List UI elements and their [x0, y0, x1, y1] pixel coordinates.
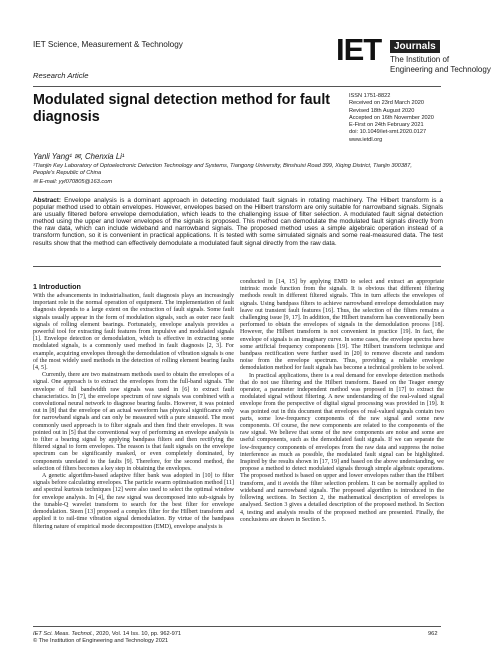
paragraph: In practical applications, there is a real demand for envelope detection methods that do not use filtering and the Hilbert transform. Based on the Teager energy operator, a parameter independent method was proposed in [17] to extract the modulated signal without filtering. A new understanding of the real-valued signal envelope from the perspective of digital signal processing was provided in [19]. It was pointed out in this document that envelopes of real-valued signals contain two parts, some low-frequency components of the raw signal and some new components. Of course, the new components are related to the components of the raw signal. We believe that some of the new components are noise and some are useful components, such as the demodulated fault signals. If we can separate the low-frequency components of envelopes from the raw data and suppress the noise interference as much as possible, the modulated fault signal can be highlighted. Inspired by the results shown in [17, 19] and based on the above understanding, we propose a method to detect modulated signals through simple algebraic operations. The proposed method is based on upper and lower envelopes rather than the Hilbert transform, and it avoids the filter selection problem. It can be normally applied to wideband and narrowband signals. The proposed algorithm is introduced in the following sections. In Section 2, the mathematical description of envelopes is analysed. Section 3 gives a detailed description of the proposed method. In Section 4, testing and analysis results of the proposed method are presented. Finally, the conclusions are drawn in Section 5.	[240, 372, 444, 523]
body-column-left	[33, 293, 234, 618]
article-meta	[349, 93, 434, 144]
footer-copyright: © The Institution of Engineering and Technology 2021	[33, 638, 169, 645]
paragraph: conducted in [14, 15] by applying EMD to select and extract an appropriate intrinsic mode function from the signals. It is obvious that different filtering methods result in different filtered signals. This in turn affects the envelopes of signals. Using bandpass filters to achieve narrowband envelope demodulation may leave out transient fault features [16]. Thus, the selection of the filters remains a challenging issue [9, 17]. In addition, the Hilbert transform has conventionally been performed to obtain the envelopes of signals in the demodulation process [18]. However, the Hilbert transform is not convenient in practice [19]. In fact, the envelope of signals is an imaginary curve. In some cases, the envelope spectra have some artificial frequency components [19]. The Hilbert transform technique and bandpass rectification were further used in [20] to remove discrete and random noise from the envelope spectrum. Thus, providing a reliable envelope demodulation method for fault signals has become a technical problem to be solved.	[240, 279, 444, 372]
abstract-label: Abstract:	[33, 197, 62, 204]
affiliation: ¹Tianjin Key Laboratory of Optoelectronic Detection Technology and Systems, Tiangong University, Binshuixi Road 399, Xiqing District, Tianjin 300387, People's Republic of China	[33, 163, 412, 177]
logo-iet-text: IET	[336, 32, 382, 67]
abstract	[33, 197, 443, 261]
meta-revised: Revised 18th August 2020	[349, 107, 415, 114]
journal-name: IET Science, Measurement & Technology	[33, 40, 183, 49]
authors: Yanli Yang¹ ✉, Chenxia Li¹	[33, 152, 125, 161]
footer-volume: , 2020, Vol. 14 Iss. 10, pp. 962-971	[92, 631, 182, 637]
logo-institution-line1: The Institution of	[390, 55, 450, 64]
meta-efirst: E-First on 24th February 2021	[349, 122, 424, 129]
paragraph: With the advancements in industrialisation, fault diagnosis plays an increasingly important role in the normal operation of equipment. The implementation of fault diagnosis depends to a large extent on the extraction of fault signals. Some fault signals usually appear in the form of modulation signals, such as outer race fault signals of rolling element bearings. Fortunately, envelope analysis provides a powerful tool for extracting fault features from impulsive and modulated signals [1]. Envelope detection or demodulation, which is effective in extracting some modulated signals, is a commonly used method in fault diagnosis [2, 3]. For example, acquiring envelopes through the demodulation of vibration signals is one of the most widely used methods in the detection of rolling element bearing faults [4, 5].	[33, 293, 234, 372]
header-rule	[33, 86, 441, 87]
meta-website[interactable]: www.ietdl.org	[349, 136, 383, 143]
meta-issn: ISSN 1751-8822	[349, 93, 391, 99]
article-type: Research Article	[33, 71, 89, 80]
meta-doi[interactable]: doi: 10.1049/iet-smt.2020.0127	[349, 129, 427, 136]
page-number: 962	[428, 631, 438, 637]
author-email[interactable]: ✉ E-mail: yyl070805@163.com	[33, 179, 113, 185]
abstract-top-rule	[33, 191, 441, 192]
section-heading: 1 Introduction	[33, 282, 81, 291]
paragraph: A genetic algorithm-based adaptive filter bank was adopted in [10] to filter signals before calculating envelopes. The particle swarm optimisation method [11] and spectral kurtosis techniques [12] were also used to select the optimal window for envelope analysis. In [4], the raw signal was decomposed into sub-signals by the tunable-Q wavelet transform to search for the best filter for envelope demodulation. Steen [13] proposed a complex filter for the Hilbert transform and applied it to rail-time vibration signal demodulation. By virtue of the bandpass filtering nature of empirical mode decomposition (EMD), envelope analysis is	[33, 473, 234, 530]
footer-rule	[33, 626, 441, 627]
meta-accepted: Accepted on 16th November 2020	[349, 114, 434, 121]
abstract-text: Envelope analysis is a dominant approach in detecting modulated fault signals in rotating machinery. The Hilbert transform is a popular method used to obtain envelopes. However, envelopes based on the Hilbert transform are only suitable for narrowband signals. Signals are usually filtered before envelope demodulation, which leads to the challenging issue of filter selection. A modulated fault signal detection method using the upper and lower envelopes of the signals is proposed. This method can demodulate the modulated fault signals directly from the raw data, which can include wideband and narrowband signals. The proposed method uses a simple algebraic operation instead of a transform function, so it is convenient in practical applications. It is tested with some simulated signals and some real-measured data. The test results show that the method can effectively demodulate a modulated fault signal directly from the raw data.	[33, 197, 444, 247]
paper-title: Modulated signal detection method for fault diagnosis	[33, 92, 331, 125]
footer-journal: IET Sci. Meas. Technol.	[33, 631, 93, 637]
abstract-bottom-rule	[33, 266, 441, 267]
body-column-right	[240, 279, 444, 618]
paragraph: Currently, there are two mainstream methods used to obtain the envelopes of a signal. One approach is to extract the envelopes from the full-band signals. The envelope of full bandwidth raw signals was used in [6] to extract fault characteristics. In [7], the envelope spectrum of raw signals was combined with a convolutional neural network to diagnose bearing faults. However, it was pointed out in [8] that the envelope of an actual waveform has physical significance only for narrowband signals and can only be measured with a pure sinusoid. The most commonly used approach is to filter signals and then find their envelopes. It was pointed out in [5] that the conventional way of performing an envelope analysis is to filter a bearing signal by applying bandpass filters and then rectifying the filtered signal to form envelopes. The reason is that fault signals on the envelope spectrum can be significantly masked, or even completely dominated, by components unrelated to the faults [9]. Therefore, for the second method, the selection of filters becomes a key step in obtaining the envelopes.	[33, 372, 234, 472]
iet-logo	[336, 32, 491, 79]
logo-journals-text: Journals	[394, 41, 436, 52]
meta-received: Received on 23rd March 2020	[349, 100, 424, 107]
logo-institution-line2: Engineering and Technology	[390, 65, 491, 74]
footer-citation	[33, 631, 181, 646]
logo-institution	[390, 55, 491, 75]
